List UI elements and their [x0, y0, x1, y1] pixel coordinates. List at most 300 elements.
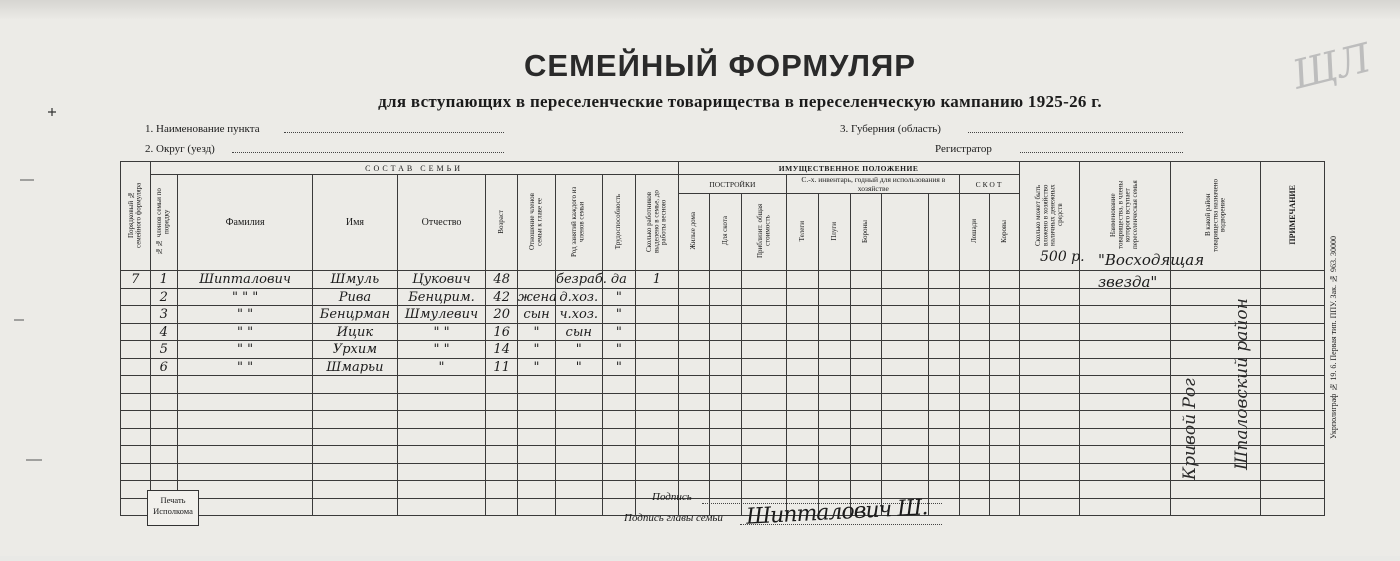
table-cell[interactable]: [882, 411, 928, 429]
table-cell[interactable]: [518, 481, 556, 499]
table-cell[interactable]: [710, 358, 742, 376]
table-cell[interactable]: [787, 376, 819, 394]
cell-patronymic[interactable]: " ": [397, 341, 486, 359]
table-cell[interactable]: [850, 271, 882, 289]
table-cell[interactable]: [636, 411, 678, 429]
table-cell[interactable]: [960, 446, 990, 464]
table-cell[interactable]: [1261, 306, 1325, 324]
cell-name[interactable]: Ицик: [313, 323, 397, 341]
table-cell[interactable]: [989, 271, 1019, 289]
table-cell[interactable]: [602, 411, 636, 429]
cell-relation[interactable]: ": [518, 358, 556, 376]
table-cell[interactable]: [787, 463, 819, 481]
cell-name[interactable]: Бенцрман: [313, 306, 397, 324]
table-cell[interactable]: [150, 393, 177, 411]
table-cell[interactable]: [636, 463, 678, 481]
table-cell[interactable]: [787, 271, 819, 289]
table-cell[interactable]: [1019, 376, 1079, 394]
table-cell[interactable]: [1019, 428, 1079, 446]
table-cell[interactable]: [1261, 393, 1325, 411]
table-cell[interactable]: [882, 428, 928, 446]
cell-occupation[interactable]: ч.хоз.: [556, 306, 602, 324]
table-cell[interactable]: [928, 288, 960, 306]
table-cell[interactable]: [518, 411, 556, 429]
table-cell[interactable]: [636, 428, 678, 446]
table-cell[interactable]: [710, 428, 742, 446]
table-cell[interactable]: [818, 411, 850, 429]
table-cell[interactable]: [121, 463, 151, 481]
table-cell[interactable]: [882, 271, 928, 289]
table-cell[interactable]: [741, 393, 786, 411]
table-cell[interactable]: [1261, 481, 1325, 499]
table-cell[interactable]: [787, 481, 819, 499]
cell-relation[interactable]: ": [518, 341, 556, 359]
table-cell[interactable]: [741, 446, 786, 464]
table-cell[interactable]: [928, 481, 960, 499]
cell-name[interactable]: Рива: [313, 288, 397, 306]
table-cell[interactable]: [882, 446, 928, 464]
registrar-field[interactable]: [1020, 152, 1183, 153]
table-cell[interactable]: [1019, 306, 1079, 324]
table-cell[interactable]: [1019, 411, 1079, 429]
table-cell[interactable]: [989, 341, 1019, 359]
table-cell[interactable]: [710, 288, 742, 306]
table-cell[interactable]: [1079, 481, 1170, 499]
table-cell[interactable]: [818, 288, 850, 306]
table-cell[interactable]: [989, 358, 1019, 376]
table-cell[interactable]: [636, 376, 678, 394]
table-cell[interactable]: [313, 498, 397, 516]
table-cell[interactable]: [1261, 271, 1325, 289]
table-cell[interactable]: [178, 446, 313, 464]
cell-surname[interactable]: " ": [178, 323, 313, 341]
table-cell[interactable]: [486, 498, 518, 516]
table-cell[interactable]: [486, 446, 518, 464]
table-cell[interactable]: [1079, 393, 1170, 411]
table-cell[interactable]: [678, 411, 710, 429]
table-cell[interactable]: [818, 376, 850, 394]
table-cell[interactable]: [556, 463, 602, 481]
table-cell[interactable]: [602, 376, 636, 394]
cell-occupation[interactable]: ": [556, 341, 602, 359]
table-cell[interactable]: [678, 306, 710, 324]
table-cell[interactable]: [928, 358, 960, 376]
table-cell[interactable]: [313, 446, 397, 464]
table-cell[interactable]: [397, 481, 486, 499]
table-cell[interactable]: [960, 481, 990, 499]
table-cell[interactable]: [850, 376, 882, 394]
table-cell[interactable]: [1079, 376, 1170, 394]
table-cell[interactable]: [787, 393, 819, 411]
table-cell[interactable]: [710, 411, 742, 429]
table-cell[interactable]: [960, 271, 990, 289]
table-cell[interactable]: [518, 428, 556, 446]
table-cell[interactable]: [1019, 481, 1079, 499]
table-cell[interactable]: [989, 376, 1019, 394]
table-cell[interactable]: [787, 306, 819, 324]
table-cell[interactable]: [556, 481, 602, 499]
table-cell[interactable]: [741, 288, 786, 306]
table-cell[interactable]: [678, 463, 710, 481]
table-cell[interactable]: [602, 393, 636, 411]
table-cell[interactable]: [882, 376, 928, 394]
cell-age[interactable]: 42: [486, 288, 518, 306]
cell-relation[interactable]: ": [518, 323, 556, 341]
table-cell[interactable]: [928, 446, 960, 464]
table-cell[interactable]: [678, 358, 710, 376]
table-cell[interactable]: [150, 411, 177, 429]
cell-relation[interactable]: сын: [518, 306, 556, 324]
table-cell[interactable]: [1019, 393, 1079, 411]
table-cell[interactable]: [678, 446, 710, 464]
table-cell[interactable]: [818, 323, 850, 341]
table-cell[interactable]: [313, 411, 397, 429]
table-cell[interactable]: [1019, 446, 1079, 464]
table-cell[interactable]: [850, 323, 882, 341]
table-cell[interactable]: [1261, 376, 1325, 394]
cell-member-no[interactable]: 5: [150, 341, 177, 359]
table-cell[interactable]: [850, 341, 882, 359]
cell-member-no[interactable]: 3: [150, 306, 177, 324]
table-cell[interactable]: [710, 446, 742, 464]
cell-workers-count[interactable]: [636, 341, 678, 359]
cell-surname[interactable]: " ": [178, 358, 313, 376]
cell-form-no[interactable]: [121, 306, 151, 324]
table-cell[interactable]: [741, 323, 786, 341]
cell-name[interactable]: Шмарьи: [313, 358, 397, 376]
cell-age[interactable]: 16: [486, 323, 518, 341]
table-cell[interactable]: [989, 481, 1019, 499]
table-cell[interactable]: [928, 498, 960, 516]
cell-work-capacity[interactable]: да: [602, 271, 636, 289]
table-cell[interactable]: [602, 463, 636, 481]
table-cell[interactable]: [710, 463, 742, 481]
table-cell[interactable]: [178, 428, 313, 446]
cell-name[interactable]: Шмуль: [313, 271, 397, 289]
cell-surname[interactable]: Шипталович: [178, 271, 313, 289]
table-cell[interactable]: [1079, 463, 1170, 481]
table-cell[interactable]: [710, 481, 742, 499]
cell-surname[interactable]: " ": [178, 306, 313, 324]
table-cell[interactable]: [989, 288, 1019, 306]
cell-occupation[interactable]: д.хоз.: [556, 288, 602, 306]
table-cell[interactable]: [486, 481, 518, 499]
table-cell[interactable]: [960, 358, 990, 376]
cell-name[interactable]: Урхим: [313, 341, 397, 359]
table-cell[interactable]: [313, 376, 397, 394]
table-cell[interactable]: [397, 411, 486, 429]
cell-patronymic[interactable]: Цукович: [397, 271, 486, 289]
table-cell[interactable]: [602, 446, 636, 464]
table-cell[interactable]: [1261, 358, 1325, 376]
table-cell[interactable]: [518, 393, 556, 411]
table-cell[interactable]: [678, 288, 710, 306]
table-cell[interactable]: [710, 393, 742, 411]
table-cell[interactable]: [121, 498, 151, 516]
table-cell[interactable]: [397, 393, 486, 411]
table-cell[interactable]: [678, 428, 710, 446]
table-cell[interactable]: [1079, 323, 1170, 341]
table-cell[interactable]: [960, 341, 990, 359]
cell-surname[interactable]: " " ": [178, 288, 313, 306]
table-cell[interactable]: [1261, 411, 1325, 429]
table-cell[interactable]: [486, 411, 518, 429]
province-field[interactable]: [968, 132, 1183, 133]
table-cell[interactable]: [150, 463, 177, 481]
table-cell[interactable]: [787, 411, 819, 429]
table-cell[interactable]: [178, 463, 313, 481]
table-cell[interactable]: [178, 376, 313, 394]
table-cell[interactable]: [678, 393, 710, 411]
table-cell[interactable]: [741, 463, 786, 481]
table-cell[interactable]: [928, 393, 960, 411]
table-cell[interactable]: [882, 393, 928, 411]
table-cell[interactable]: [787, 446, 819, 464]
table-cell[interactable]: [882, 358, 928, 376]
table-cell[interactable]: [636, 446, 678, 464]
table-cell[interactable]: [741, 306, 786, 324]
table-cell[interactable]: [850, 411, 882, 429]
table-cell[interactable]: [397, 376, 486, 394]
table-cell[interactable]: [121, 446, 151, 464]
cell-age[interactable]: 48: [486, 271, 518, 289]
table-cell[interactable]: [710, 306, 742, 324]
table-cell[interactable]: [121, 411, 151, 429]
cell-form-no[interactable]: 7: [121, 271, 151, 289]
table-cell[interactable]: [850, 306, 882, 324]
table-cell[interactable]: [850, 428, 882, 446]
table-cell[interactable]: [710, 271, 742, 289]
table-cell[interactable]: [678, 323, 710, 341]
table-cell[interactable]: [486, 463, 518, 481]
table-cell[interactable]: [818, 463, 850, 481]
table-cell[interactable]: [850, 393, 882, 411]
table-cell[interactable]: [1079, 358, 1170, 376]
table-cell[interactable]: [989, 428, 1019, 446]
table-cell[interactable]: [928, 463, 960, 481]
table-cell[interactable]: [928, 428, 960, 446]
table-cell[interactable]: [741, 411, 786, 429]
table-cell[interactable]: [121, 428, 151, 446]
table-cell[interactable]: [741, 376, 786, 394]
table-cell[interactable]: [150, 376, 177, 394]
table-cell[interactable]: [741, 428, 786, 446]
table-cell[interactable]: [178, 393, 313, 411]
cell-patronymic[interactable]: ": [397, 358, 486, 376]
table-cell[interactable]: [882, 463, 928, 481]
cell-work-capacity[interactable]: ": [602, 288, 636, 306]
table-cell[interactable]: [989, 323, 1019, 341]
table-cell[interactable]: [397, 428, 486, 446]
table-cell[interactable]: [313, 481, 397, 499]
table-cell[interactable]: [818, 306, 850, 324]
cell-member-no[interactable]: 1: [150, 271, 177, 289]
table-cell[interactable]: [1261, 341, 1325, 359]
cell-patronymic[interactable]: Шмулевич: [397, 306, 486, 324]
table-cell[interactable]: [1019, 271, 1079, 289]
table-cell[interactable]: [678, 341, 710, 359]
cell-workers-count[interactable]: 1: [636, 271, 678, 289]
table-cell[interactable]: [1261, 463, 1325, 481]
table-cell[interactable]: [1079, 306, 1170, 324]
point-field[interactable]: [284, 132, 504, 133]
table-cell[interactable]: [928, 376, 960, 394]
table-cell[interactable]: [818, 341, 850, 359]
table-cell[interactable]: [313, 428, 397, 446]
table-cell[interactable]: [397, 446, 486, 464]
table-cell[interactable]: [787, 288, 819, 306]
table-cell[interactable]: [787, 358, 819, 376]
table-cell[interactable]: [1019, 463, 1079, 481]
table-cell[interactable]: [787, 323, 819, 341]
table-cell[interactable]: [960, 376, 990, 394]
cell-surname[interactable]: " ": [178, 341, 313, 359]
cell-age[interactable]: 11: [486, 358, 518, 376]
cell-member-no[interactable]: 4: [150, 323, 177, 341]
table-cell[interactable]: [150, 446, 177, 464]
table-cell[interactable]: [1079, 411, 1170, 429]
table-cell[interactable]: [787, 341, 819, 359]
table-cell[interactable]: [818, 393, 850, 411]
table-cell[interactable]: [989, 446, 1019, 464]
cell-occupation[interactable]: сын: [556, 323, 602, 341]
table-cell[interactable]: [741, 341, 786, 359]
cell-work-capacity[interactable]: ": [602, 341, 636, 359]
table-cell[interactable]: [556, 376, 602, 394]
cell-workers-count[interactable]: [636, 323, 678, 341]
cell-age[interactable]: 14: [486, 341, 518, 359]
table-cell[interactable]: [928, 341, 960, 359]
table-cell[interactable]: [556, 446, 602, 464]
table-cell[interactable]: [989, 306, 1019, 324]
table-cell[interactable]: [850, 446, 882, 464]
cell-form-no[interactable]: [121, 358, 151, 376]
table-cell[interactable]: [121, 393, 151, 411]
table-cell[interactable]: [1261, 446, 1325, 464]
table-cell[interactable]: [960, 323, 990, 341]
table-cell[interactable]: [818, 271, 850, 289]
table-cell[interactable]: [636, 393, 678, 411]
table-cell[interactable]: [313, 463, 397, 481]
table-cell[interactable]: [1079, 341, 1170, 359]
table-cell[interactable]: [818, 481, 850, 499]
table-cell[interactable]: [818, 358, 850, 376]
table-cell[interactable]: [989, 498, 1019, 516]
table-cell[interactable]: [602, 481, 636, 499]
table-cell[interactable]: [518, 446, 556, 464]
table-cell[interactable]: [1019, 288, 1079, 306]
table-cell[interactable]: [1170, 498, 1261, 516]
table-cell[interactable]: [1079, 498, 1170, 516]
cell-form-no[interactable]: [121, 341, 151, 359]
table-cell[interactable]: [486, 428, 518, 446]
table-cell[interactable]: [556, 411, 602, 429]
table-cell[interactable]: [928, 271, 960, 289]
table-cell[interactable]: [818, 428, 850, 446]
table-cell[interactable]: [556, 498, 602, 516]
table-cell[interactable]: [960, 288, 990, 306]
cell-relation[interactable]: жена: [518, 289, 557, 305]
cell-work-capacity[interactable]: ": [602, 306, 636, 324]
table-cell[interactable]: [1261, 288, 1325, 306]
table-cell[interactable]: [1261, 428, 1325, 446]
table-cell[interactable]: [710, 323, 742, 341]
table-cell[interactable]: [602, 428, 636, 446]
cell-work-capacity[interactable]: ": [602, 358, 636, 376]
table-cell[interactable]: [150, 428, 177, 446]
table-cell[interactable]: [787, 428, 819, 446]
cell-form-no[interactable]: [121, 323, 151, 341]
district-field[interactable]: [232, 152, 504, 153]
cell-work-capacity[interactable]: ": [602, 323, 636, 341]
table-cell[interactable]: [1170, 481, 1261, 499]
cell-occupation[interactable]: безраб.: [556, 272, 607, 288]
table-cell[interactable]: [710, 341, 742, 359]
table-cell[interactable]: [989, 393, 1019, 411]
table-cell[interactable]: [818, 446, 850, 464]
table-cell[interactable]: [518, 498, 556, 516]
table-cell[interactable]: [678, 271, 710, 289]
table-cell[interactable]: [741, 358, 786, 376]
table-cell[interactable]: [1079, 428, 1170, 446]
table-cell[interactable]: [1079, 446, 1170, 464]
table-cell[interactable]: [313, 393, 397, 411]
table-cell[interactable]: [850, 481, 882, 499]
table-cell[interactable]: [486, 393, 518, 411]
cell-member-no[interactable]: 2: [150, 288, 177, 306]
table-cell[interactable]: [1019, 498, 1079, 516]
cell-workers-count[interactable]: [636, 288, 678, 306]
table-cell[interactable]: [989, 463, 1019, 481]
cell-patronymic[interactable]: " ": [397, 323, 486, 341]
cell-workers-count[interactable]: [636, 358, 678, 376]
table-cell[interactable]: [850, 358, 882, 376]
table-cell[interactable]: [397, 463, 486, 481]
table-cell[interactable]: [178, 411, 313, 429]
cell-patronymic[interactable]: Бенцрим.: [397, 288, 486, 306]
table-cell[interactable]: [928, 306, 960, 324]
table-cell[interactable]: [882, 323, 928, 341]
table-cell[interactable]: [741, 481, 786, 499]
table-cell[interactable]: [1261, 498, 1325, 516]
table-cell[interactable]: [960, 393, 990, 411]
table-cell[interactable]: [486, 376, 518, 394]
table-cell[interactable]: [1019, 341, 1079, 359]
cell-age[interactable]: 20: [486, 306, 518, 324]
table-cell[interactable]: [882, 288, 928, 306]
table-cell[interactable]: [928, 323, 960, 341]
table-cell[interactable]: [397, 498, 486, 516]
table-cell[interactable]: [121, 376, 151, 394]
cell-form-no[interactable]: [121, 288, 151, 306]
table-cell[interactable]: [960, 428, 990, 446]
cell-workers-count[interactable]: [636, 306, 678, 324]
table-cell[interactable]: [741, 271, 786, 289]
table-cell[interactable]: [710, 376, 742, 394]
table-cell[interactable]: [121, 481, 151, 499]
table-cell[interactable]: [556, 428, 602, 446]
table-cell[interactable]: [960, 498, 990, 516]
table-cell[interactable]: [882, 306, 928, 324]
table-cell[interactable]: [518, 463, 556, 481]
cell-member-no[interactable]: 6: [150, 358, 177, 376]
table-cell[interactable]: [1019, 323, 1079, 341]
table-cell[interactable]: [989, 411, 1019, 429]
table-cell[interactable]: [850, 288, 882, 306]
cell-occupation[interactable]: ": [556, 358, 602, 376]
table-cell[interactable]: [518, 376, 556, 394]
table-cell[interactable]: [960, 306, 990, 324]
